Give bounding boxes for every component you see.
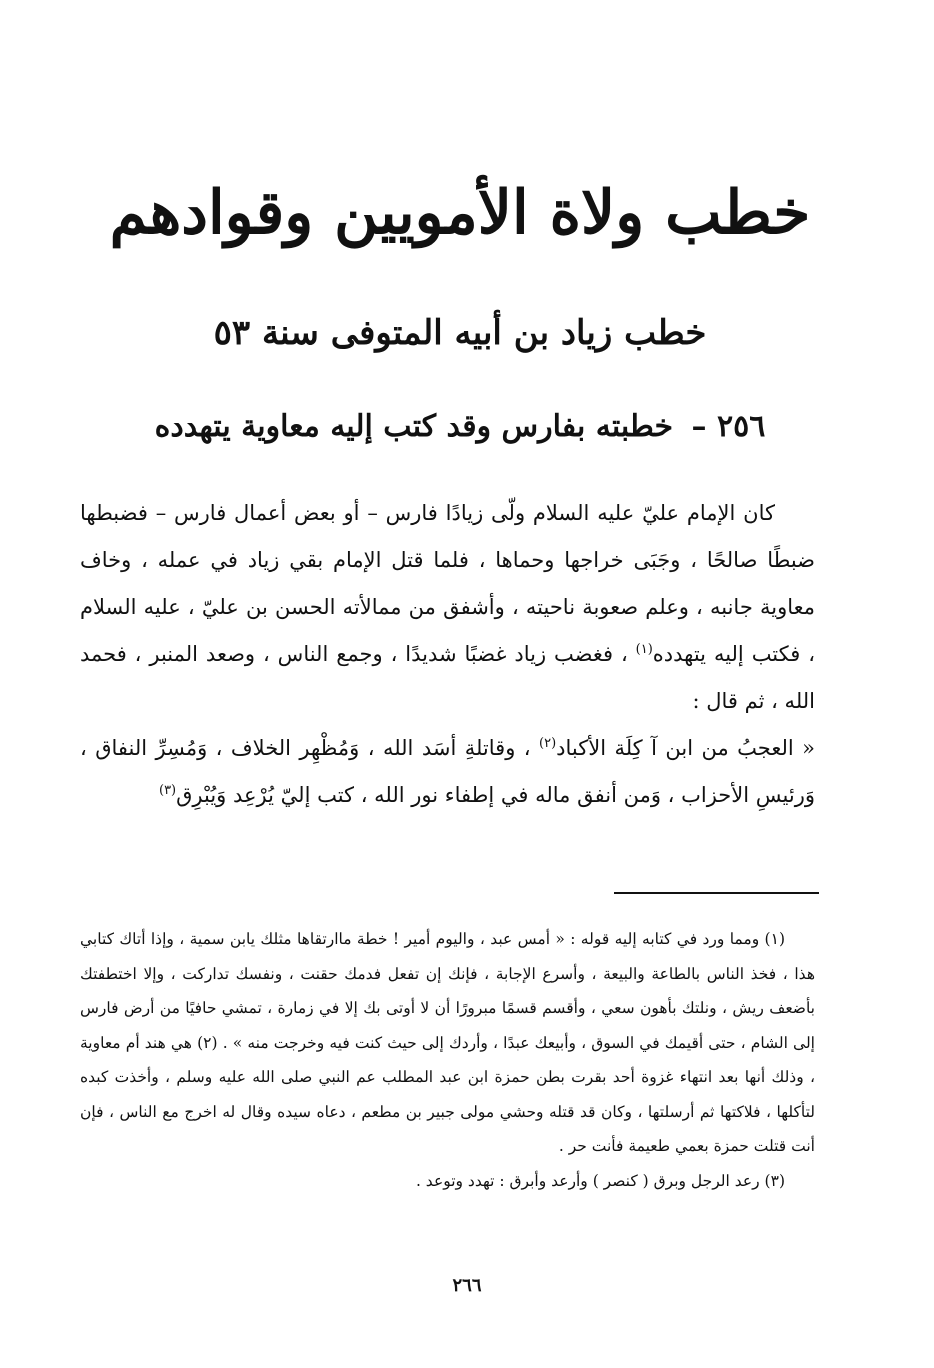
footnote-1 [80, 922, 815, 1164]
body-text [80, 490, 815, 819]
footnote-1-text: (١) ومما ورد في كتابه إليه قوله : « أمس عبد ، واليوم أمير ! خطة ماارتقاها مثلك يابن سمية ، وإذا أتاك كتابي هذا ، فخذ الناس بالطاعة والبيعة ، وأسرع الإجابة ، فإنك إن تفعل فدمك حقنت ، ونفسك تداركت ، وإلا اختطفتك بأضعف ريش ، ونلتك بأهون سعي ، وأقسم قسمًا مبرورًا أن لا أوتى بك إلا في زمارة ، تمشي حافيًا من أرض فارس إلى الشام ، حتى أقيمك في السوق ، وأبيعك عبدًا ، وأردك إلى حيث كنت فيه وخرجت منه » . [80, 930, 815, 1052]
footnote-2-text: (٢) هي هند أم معاوية ، وذلك أنها بعد انتهاء غزوة أحد بقرت بطن حمزة ابن عبد المطلب عم النبي صلى الله عليه وسلم ، وأخذت كبده لتأكلها ، فلاكتها ثم أرسلتها ، وكان قد قتله وحشي مولى جبير بن مطعم ، دعاه سيده وقال له اخرج مع الناس ، فإن أنت قتلت حمزة بعمي طعيمة فأنت حر . [80, 1033, 815, 1155]
footnote-divider [614, 892, 819, 894]
intro-paragraph [80, 490, 815, 725]
chapter-title: خطب ولاة الأمويين وقوادهم [109, 178, 811, 248]
speech-quote-paragraph [80, 725, 815, 819]
speech-heading [110, 400, 810, 454]
page-number: ٢٦٦ [452, 1275, 482, 1296]
intro-text-part1: كان الإمام عليّ عليه السلام ولّى زيادًا فارس – أو بعض أعمال فارس – فضبطها ضبطًا صالحًا ، وجَبَى خراجها وحماها ، فلما قتل الإمام بقي زياد في عمله ، وخاف معاوية جانبه ، وعلم صعوبة ناحيته ، وأشفق من ممالأته الحسن بن عليّ ، عليه السلام ، فكتب إليه يتهدده [80, 501, 815, 666]
footnote-ref-3: (٣) [158, 783, 177, 798]
speech-title: خطبته بفارس وقد كتب إليه معاوية يتهدده [154, 409, 674, 444]
section-title: خطب زياد بن أبيه المتوفى سنة ٥٣ [213, 313, 707, 353]
footnote-3-text: (٣) رعد الرجل وبرق ( كنصر ) وأرعد وأبرق : تهدد وتوعد . [415, 1171, 785, 1190]
quote-text-part1: « العجبُ من ابن آ كِلَة الأكباد [556, 736, 815, 760]
footnote-ref-2: (٢) [539, 736, 557, 751]
intro-text-part2: ، فغضب زياد غضبًا شديدًا ، وجمع الناس ، وصعد المنبر ، فحمد الله ، ثم قال : [80, 642, 815, 713]
footnotes [80, 922, 815, 1198]
quote-text-part2: ، وقاتلةِ أسَد الله ، وَمُظْهِر الخلاف ، وَمُسِرِّ النفاق ، وَرئيسِ الأحزاب ، وَمن أنفق ماله في إطفاء نور الله ، كتب إليّ يُرْعِد وَيُبْرِق [80, 736, 815, 807]
footnote-3 [80, 1164, 815, 1199]
footnote-ref-1: (١) [635, 642, 653, 657]
speech-number: ٢٥٦ – [691, 409, 766, 444]
